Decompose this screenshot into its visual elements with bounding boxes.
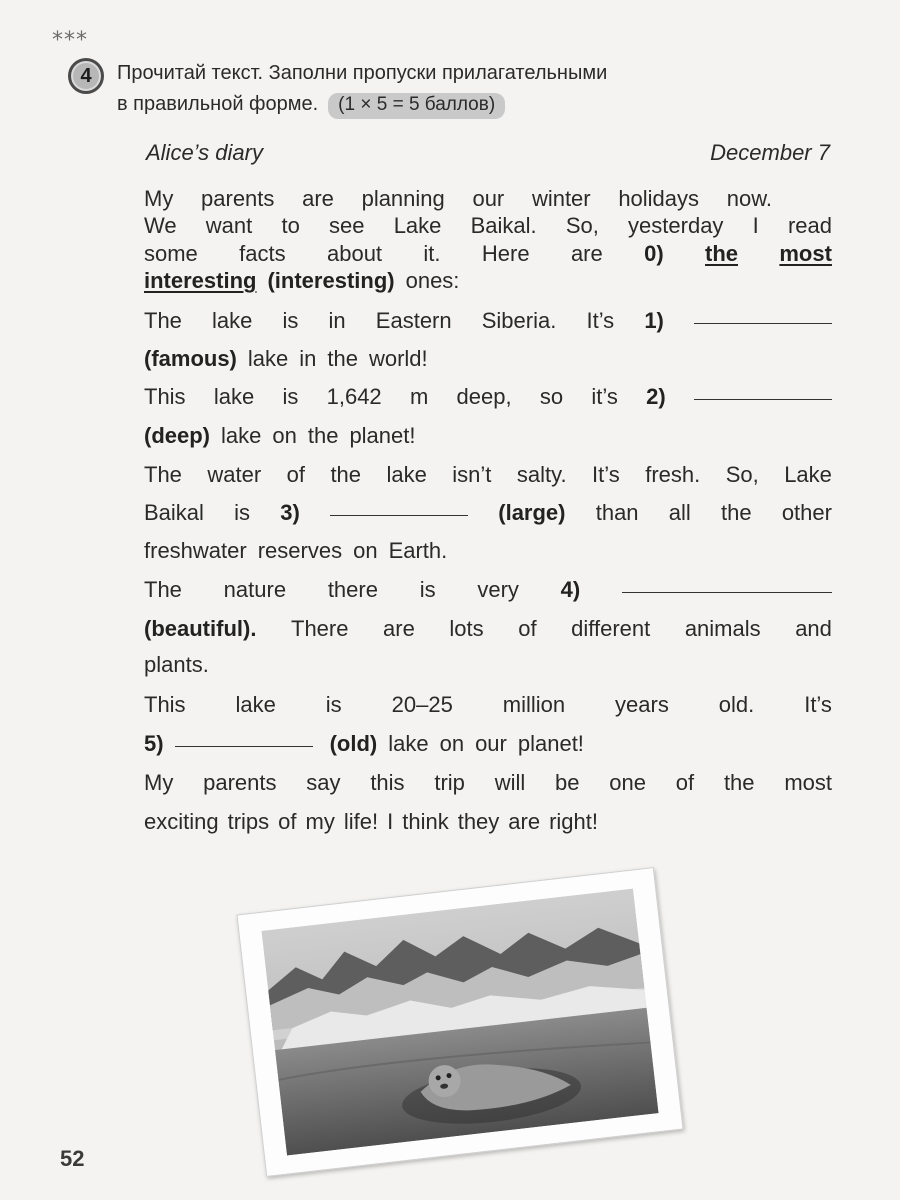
word: trip <box>434 770 465 795</box>
word: million <box>502 692 566 717</box>
word: are <box>383 616 415 641</box>
text-line-5 <box>144 308 832 334</box>
word: isn’t <box>452 462 492 487</box>
word: So, <box>725 462 759 487</box>
word: reserves <box>257 538 343 563</box>
hint-word: (interesting) <box>267 268 395 293</box>
word: facts <box>239 241 286 266</box>
word: it. <box>423 241 441 266</box>
word: lots <box>449 616 484 641</box>
example-answer: most <box>779 241 832 266</box>
word: is <box>325 692 342 717</box>
word: Lake <box>393 213 442 238</box>
word: about <box>326 241 383 266</box>
word: the <box>327 346 358 371</box>
answer-blank-2[interactable] <box>694 398 832 400</box>
word: The <box>144 308 182 333</box>
text-line-15 <box>144 692 832 718</box>
word: I <box>387 809 394 834</box>
word: the <box>721 500 752 525</box>
text-line-1 <box>144 186 832 212</box>
hint-word: (beautiful). <box>144 616 257 641</box>
word: There <box>291 616 349 641</box>
task-number-badge: 4 <box>68 58 104 94</box>
word: So, <box>565 213 599 238</box>
word: animals <box>684 616 761 641</box>
word: It’s <box>586 308 615 333</box>
gap-number: 1) <box>644 308 664 333</box>
word: are <box>508 809 541 834</box>
example-answer: interesting <box>144 268 257 293</box>
word: salty. <box>516 462 567 487</box>
word: Earth. <box>388 538 448 563</box>
word: is <box>282 308 299 333</box>
word: and <box>795 616 832 641</box>
gap-number: 3) <box>280 500 300 525</box>
text-line-10 <box>144 500 832 526</box>
word: We <box>144 213 177 238</box>
word: most <box>784 770 832 795</box>
word: old. <box>718 692 755 717</box>
word: yesterday <box>628 213 724 238</box>
text-line-3 <box>144 241 832 267</box>
word: The <box>144 577 182 602</box>
hint-word: (deep) <box>144 423 210 448</box>
page-number: 52 <box>60 1146 85 1171</box>
word: years <box>615 692 669 717</box>
diary-date: December 7 <box>710 140 830 165</box>
word: in <box>299 346 317 371</box>
word: is <box>282 384 299 409</box>
word: nature <box>223 577 287 602</box>
word: one <box>609 770 647 795</box>
word: Baikal. <box>470 213 537 238</box>
word: lake <box>213 384 255 409</box>
word: Baikal <box>144 500 204 525</box>
text-line-17 <box>144 770 832 796</box>
answer-blank-1[interactable] <box>694 322 832 324</box>
word: it’s <box>591 384 618 409</box>
word: my <box>305 809 335 834</box>
word: on <box>272 423 297 448</box>
word: now. <box>726 186 772 211</box>
word: lake <box>235 692 276 717</box>
word: 20–25 <box>391 692 453 717</box>
difficulty-stars: *** <box>52 28 88 53</box>
word: I <box>752 213 759 238</box>
word: will <box>494 770 526 795</box>
word: our <box>472 186 505 211</box>
word: they <box>457 809 500 834</box>
word: exciting <box>144 809 219 834</box>
word: Here <box>481 241 530 266</box>
word: are <box>302 186 334 211</box>
word: very <box>477 577 519 602</box>
word: lake <box>386 462 427 487</box>
hint-word: (famous) <box>144 346 237 371</box>
word: there <box>327 577 378 602</box>
word: parents <box>201 186 275 211</box>
answer-blank-4[interactable] <box>622 591 832 593</box>
word: say <box>306 770 341 795</box>
example-answer: the <box>705 241 739 266</box>
text-line-16 <box>144 731 832 757</box>
word: plants. <box>144 652 209 677</box>
word: Siberia. <box>481 308 557 333</box>
word: lake <box>212 308 253 333</box>
word: water <box>207 462 262 487</box>
word: ones: <box>405 268 460 293</box>
word: right! <box>549 809 599 834</box>
word: planet! <box>349 423 416 448</box>
word: to <box>281 213 300 238</box>
text-line-4 <box>144 268 832 294</box>
word: see <box>329 213 365 238</box>
word: some <box>144 241 198 266</box>
word: on <box>353 538 378 563</box>
word: is <box>419 577 436 602</box>
word: world! <box>368 346 428 371</box>
word: all <box>668 500 691 525</box>
word: winter <box>531 186 591 211</box>
text-line-6 <box>144 346 832 372</box>
word: the <box>723 770 755 795</box>
task-instruction-line2: в правильной форме. <box>117 93 319 115</box>
answer-blank-3[interactable] <box>330 514 468 516</box>
word: lake <box>221 423 262 448</box>
answer-blank-5[interactable] <box>175 745 313 747</box>
seal-photo-icon <box>261 889 658 1156</box>
word: of <box>278 809 297 834</box>
word: want <box>205 213 253 238</box>
word: planning <box>361 186 445 211</box>
word: Eastern <box>375 308 452 333</box>
word: trips <box>227 809 270 834</box>
word: of <box>675 770 695 795</box>
word: the <box>330 462 362 487</box>
text-line-9 <box>144 462 832 488</box>
word: planet! <box>517 731 584 756</box>
text-line-7 <box>144 384 832 410</box>
word: deep, <box>456 384 512 409</box>
word: freshwater <box>144 538 247 563</box>
word: This <box>144 384 186 409</box>
gap-number: 2) <box>646 384 666 409</box>
word: This <box>144 692 186 717</box>
points-badge: (1 × 5 = 5 баллов) <box>328 93 505 119</box>
word: this <box>370 770 405 795</box>
word: our <box>475 731 507 756</box>
word: m <box>409 384 429 409</box>
word: holidays <box>618 186 700 211</box>
word: parents <box>203 770 277 795</box>
gap-number: 4) <box>560 577 581 602</box>
word: in <box>328 308 346 333</box>
word: of <box>286 462 305 487</box>
text-line-8 <box>144 423 832 449</box>
word: think <box>402 809 449 834</box>
diary-title: Alice’s diary <box>146 140 263 165</box>
gap-number: 5) <box>144 731 164 756</box>
word: of <box>518 616 537 641</box>
word: be <box>555 770 580 795</box>
word: life! <box>343 809 379 834</box>
word: lake <box>388 731 429 756</box>
word: than <box>595 500 639 525</box>
word: Lake <box>784 462 832 487</box>
text-line-12 <box>144 577 832 603</box>
hint-word: (old) <box>329 731 378 756</box>
text-line-11 <box>144 538 832 564</box>
word: My <box>144 770 174 795</box>
word: read <box>787 213 832 238</box>
word: the <box>307 423 339 448</box>
text-line-13 <box>144 616 832 642</box>
word: It’s <box>592 462 620 487</box>
hint-word: (large) <box>498 500 566 525</box>
word: so <box>539 384 564 409</box>
text-line-18 <box>144 809 832 835</box>
word: It’s <box>804 692 832 717</box>
word: My <box>144 186 174 211</box>
example-number: 0) <box>644 241 664 266</box>
word: lake <box>247 346 289 371</box>
word: other <box>781 500 832 525</box>
word: are <box>570 241 603 266</box>
word: on <box>439 731 465 756</box>
text-line-2 <box>144 213 832 239</box>
task-instruction: Прочитай текст. Заполни пропуски прилагательными <box>117 62 608 84</box>
word: The <box>144 462 182 487</box>
word: fresh. <box>645 462 701 487</box>
word: 1,642 <box>326 384 382 409</box>
text-line-14 <box>144 652 832 678</box>
word: different <box>571 616 651 641</box>
seal-photo <box>236 867 683 1177</box>
task-instruction-cont <box>117 93 505 119</box>
word: is <box>234 500 251 525</box>
